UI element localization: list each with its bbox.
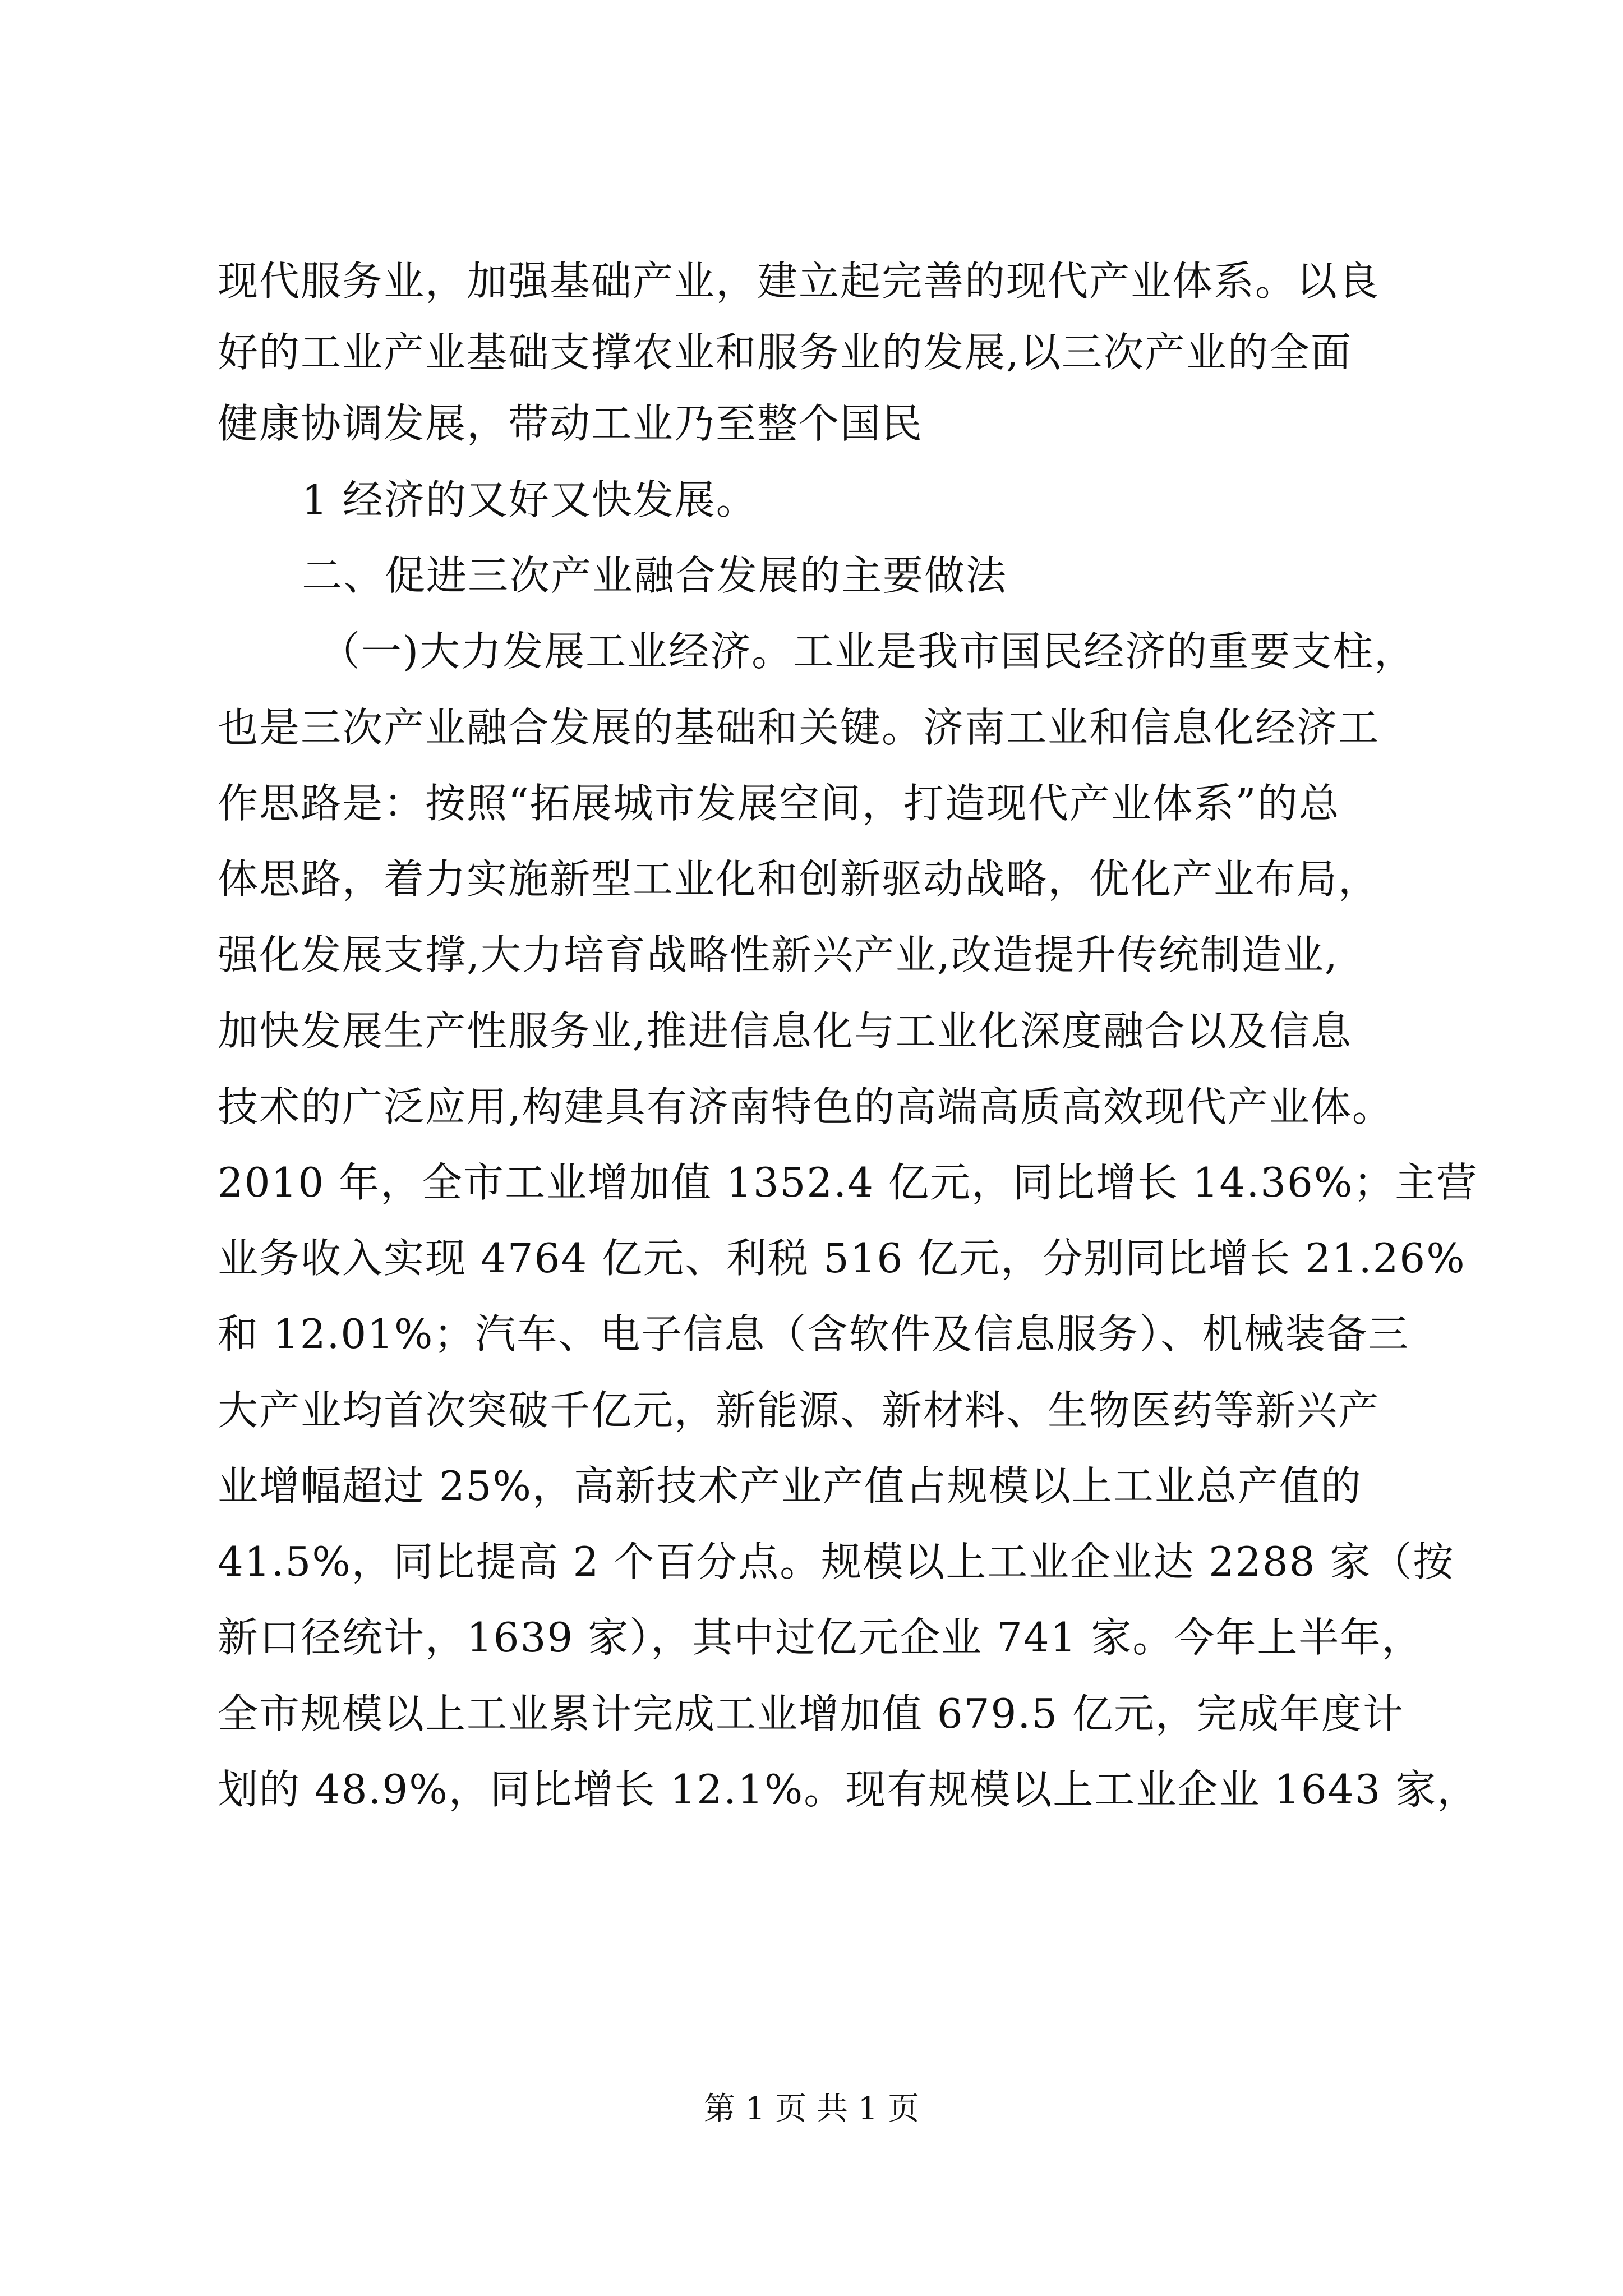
text-line: 现代服务业，加强基础产业，建立起完善的现代产业体系。以良 <box>218 257 1380 305</box>
text-line: 加快发展生产性服务业,推进信息化与工业化深度融合以及信息 <box>218 1007 1352 1055</box>
text-line: 41.5%，同比提高 2 个百分点。规模以上工业企业达 2288 家（按 <box>218 1538 1455 1585</box>
text-line: 新口径统计，1639 家），其中过亿元企业 741 家。今年上半年， <box>218 1614 1423 1661</box>
text-line: 体思路，着力实施新型工业化和创新驱动战略，优化产业布局， <box>218 855 1380 903</box>
text-line: 健康协调发展，带动工业乃至整个国民 <box>218 400 924 447</box>
subsection-lead-line: （一)大力发展工业经济。工业是我市国民经济的重要支柱， <box>320 628 1416 675</box>
text-line: 强化发展支撑,大力培育战略性新兴产业,改造提升传统制造业, <box>218 931 1339 978</box>
text-line: 也是三次产业融合发展的基础和关键。济南工业和信息化经济工 <box>218 704 1380 751</box>
page-footer: 第 1 页 共 1 页 <box>703 2091 920 2127</box>
paragraph-line: 1 经济的又好又快发展。 <box>302 476 758 523</box>
text-line: 2010 年，全市工业增加值 1352.4 亿元，同比增长 14.36%；主营 <box>218 1159 1478 1206</box>
text-line: 作思路是：按照“拓展城市发展空间，打造现代产业体系”的总 <box>218 780 1340 827</box>
text-line: 划的 48.9%，同比增长 12.1%。现有规模以上工业企业 1643 家， <box>218 1766 1479 1813</box>
text-line: 好的工业产业基础支撑农业和服务业的发展,以三次产业的全面 <box>218 329 1352 376</box>
text-line: 和 12.01%；汽车、电子信息（含软件及信息服务）、机械装备三 <box>218 1310 1410 1358</box>
text-line: 全市规模以上工业累计完成工业增加值 679.5 亿元，完成年度计 <box>218 1690 1404 1737</box>
section-heading: 二、促进三次产业融合发展的主要做法 <box>302 552 1008 599</box>
text-line: 技术的广泛应用,构建具有济南特色的高端高质高效现代产业体。 <box>218 1083 1394 1130</box>
text-line: 业增幅超过 25%，高新技术产业产值占规模以上工业总产值的 <box>218 1462 1362 1510</box>
text-line: 大产业均首次突破千亿元，新能源、新材料、生物医药等新兴产 <box>218 1387 1380 1434</box>
text-line: 业务收入实现 4764 亿元、利税 516 亿元，分别同比增长 21.26% <box>218 1235 1466 1282</box>
